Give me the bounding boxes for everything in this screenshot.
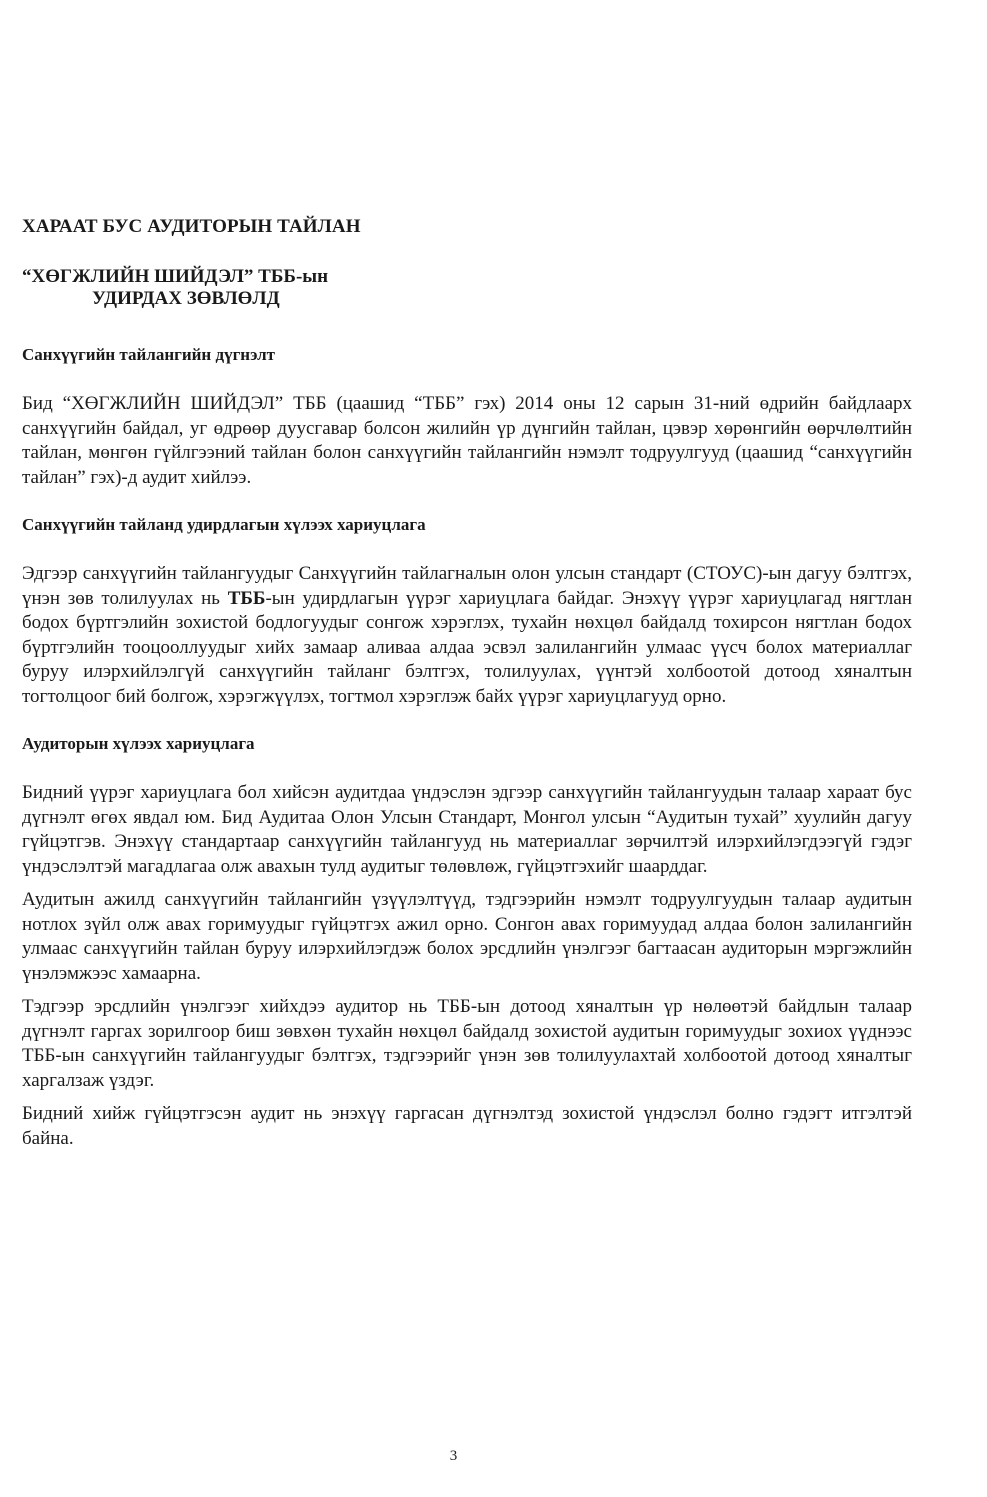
paragraph-opinion: Бид “ХӨГЖЛИЙН ШИЙДЭЛ” ТББ (цаашид “ТББ” гэх) 2014 оны 12 сарын 31-ний өдрийн байдлаарх санхүүгийн байдал, уг өдрөөр дуусгавар болсон жилийн үр дүнгийн тайлан, цэвэр хөрөнгийн өөрчлөлтийн тайлан, мөнгөн гүйлгээний тайлан болон санхүүгийн тайлангийн нэмэлт тодруулгууд (цаашид “санхүүгийн тайлан” гэх)-д аудит хийлээ. xyxy=(22,393,912,488)
report-title: ХАРААТ БУС АУДИТОРЫН ТАЙЛАН xyxy=(22,216,361,237)
paragraph-auditor-responsibility-1: Бидний үүрэг хариуцлага бол хийсэн аудитдаа үндэслэн эдгээр санхүүгийн тайлангуудын талаар хараат бус дүгнэлт өгөх явдал юм. Бид Аудитаа Олон Улсын Стандарт, Монгол улсын “Аудитын тухай” хуулийн дагуу гүйцэтгэв. Энэхүү стандартаар санхүүгийн тайлангууд нь материаллаг зөрчилтэй илэрхийлэгдээгүй гэдэг үндэслэлтэй магадлагаа олж авахын тулд аудитыг төлөвлөж, гүйцэтгэхийг шаарддаг. xyxy=(22,782,912,877)
paragraph-text-part: Эдгээр санхүүгийн тайлангуудыг Санхүүгийн тайлагналын олон улсын стандарт (СТОУС)-ын дагуу бэлтгэх, үнэн зөв толилуулах нь xyxy=(22,563,912,609)
paragraph-bold-ngo: ТББ xyxy=(227,587,266,609)
paragraph-auditor-responsibility-2: Аудитын ажилд санхүүгийн тайлангийн үзүүлэлтүүд, тэдгээрийн нэмэлт тодруулгуудын талаар аудитын нотлох зүйл олж авах горимуудыг гүйцэтгэх ажил орно. Сонгон авах горимуудад алдаа болон залилангийн улмаас санхүүгийн тайлан буруу илэрхийлэгдэж болох эрсдлийн үнэлгээг багтаасан аудиторын мэргэжлийн үнэлэмжээс хамаарна. xyxy=(22,889,912,984)
section-heading-opinion: Санхүүгийн тайлангийн дүгнэлт xyxy=(22,345,276,364)
paragraph-auditor-responsibility-3: Тэдгээр эрсдлийн үнэлгээг хийхдээ аудитор нь ТББ-ын дотоод хяналтын үр нөлөөтэй байдлын талаар дүгнэлт гаргах зорилгоор биш зөвхөн тухайн нөхцөл байдалд зохистой аудитын горимуудыг зохиох үүднээс ТББ-ын санхүүгийн тайлангуудыг бэлтгэх, тэдгээрийг үнэн зөв толилуулахтай холбоотой дотоод хяналтыг харгалзаж үздэг. xyxy=(22,996,912,1091)
addressee-organization: “ХӨГЖЛИЙН ШИЙДЭЛ” ТББ-ын xyxy=(22,266,329,287)
paragraph-auditor-responsibility-4: Бидний хийж гүйцэтгэсэн аудит нь энэхүү гаргасан дүгнэлтэд зохистой үндэслэл болно гэдэгт итгэлтэй байна. xyxy=(22,1103,912,1149)
addressee-board: УДИРДАХ ЗӨВЛӨЛД xyxy=(92,288,280,309)
section-heading-auditor-responsibility: Аудиторын хүлээх хариуцлага xyxy=(22,734,255,753)
paragraph-management-responsibility xyxy=(22,562,912,709)
page-number: 3 xyxy=(449,1448,458,1464)
document-body xyxy=(22,215,912,1160)
addressee-block xyxy=(22,266,912,310)
section-heading-management-responsibility: Санхүүгийн тайланд удирдлагын хүлээх хариуцлага xyxy=(22,515,426,534)
paragraph-text-part: -ын удирдлагын үүрэг хариуцлага байдаг. Энэхүү үүрэг хариуцлагад нягтлан бодох бүртгэлийн зохистой бодлогуудыг сонгож хэрэглэх, тухайн нөхцөл байдалд тохирсон нягтлан бодох бүртгэлийн тооцооллуудыг хийх замаар аливаа алдаа эсвэл залилангийн улмаас үүсч болох материаллаг буруу илэрхийлэлгүй санхүүгийн тайланг бэлтгэх, толилуулах, үүнтэй холбоотой дотоод хяналтын тогтолцоог бий болгож, хэрэгжүүлэх, тогтмол хэрэглэж байх үүрэг хариуцлагууд орно. xyxy=(22,587,912,707)
